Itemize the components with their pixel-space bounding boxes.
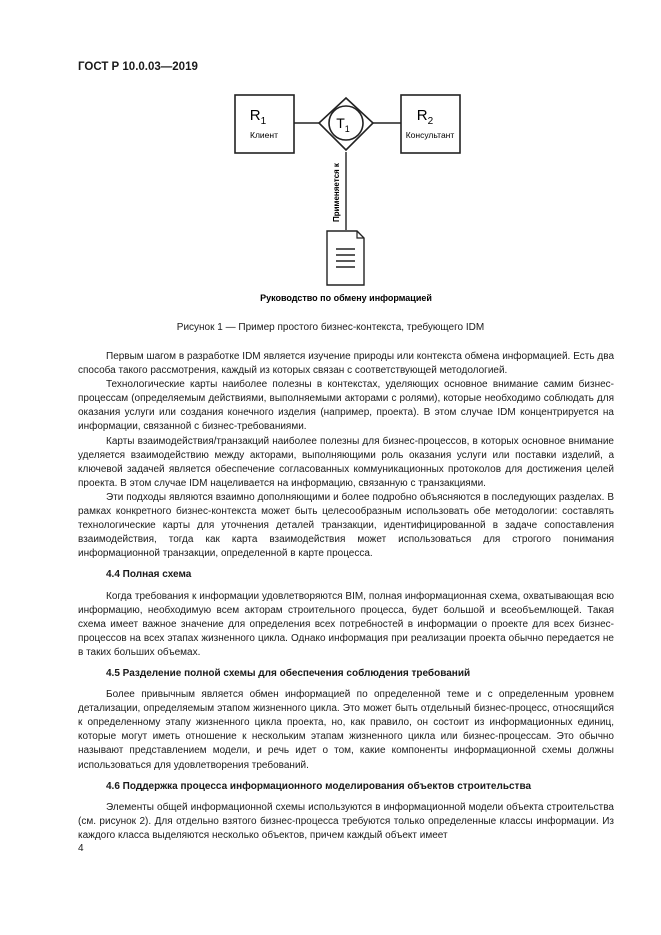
section-4-5-text: Более привычным является обмен информацией по определенной теме и с определенным уровнем детализации, определяемым этапом жизненного цикла. Это может быть отдельный бизнес-процесс, относящийся к определенному этапу жизненного цикла проекта, но, как правило, он состоит из информационных единиц, которые могут иметь отношение к нескольким этапам жизненного цикла или бизнес-процессам. Это обычно называют представлением модели, и речь идет о том, какие компоненты информационной схемы должны использоваться для удовлетворения требований. [78, 689, 614, 771]
figure-caption: Рисунок 1 — Пример простого бизнес-контекста, требующего IDM [176, 322, 485, 333]
section-4-4-title: 4.4 Полная схема [106, 569, 192, 581]
page-number: 4 [78, 843, 84, 854]
paragraph-2: Технологические карты наиболее полезны в контекстах, уделяющих основное внимание самим бизнес-процессам (определяемым действиями, выполняемыми акторами с ролями), которые необходимо соблюдать для оказания услуги или создания конечного изделия (например, проекта). В этом случае IDM концентрируется на информации, связанной с бизнес-требованиями. [78, 379, 614, 433]
r1-label: $R_1$ [249, 107, 267, 127]
business-context-figure [0, 0, 661, 320]
document-icon [327, 231, 364, 285]
section-4-6-text: Элементы общей информационной схемы используются в информационной модели объекта строительства (см. рисунок 2). Для отдельно взятого бизнес-процесса требуются только определенные классы информации. Из каждого класса выделяются несколько объектов, причем каждый объект имеет [78, 801, 614, 841]
transaction-circle [329, 106, 363, 140]
section-4-4-text: Когда требования к информации удовлетворяются BIM, полная информационная схема, охватывающая всю информацию, необходимую всем акторам строительного процесса, будет большой и всеобъемлющей. Такая схема имеет важное значение для определения всех потребностей в информации о проекте для всех бизнес-процессов на всех этапах жизненного цикла. Однако информация при реализации проекта обычно передается не в таких больших объемах. [78, 590, 614, 658]
section-4-6-title: 4.6 Поддержка процесса информационного моделирования объектов строительства [106, 780, 532, 792]
paragraph-1: Первым шагом в разработке IDM является изучение природы или контекста обмена информацией. Есть два способа такого рассмотрения, каждый из которых связан с соответствующей методологией. [78, 351, 614, 377]
paragraph-3: Карты взаимодействия/транзакций наиболее полезны для бизнес-процессов, в которых основное внимание уделяется взаимодействию между акторами, выполняющими роль оказания услуги или поставки изделий, а ключевой задачей является обеспечение согласованных коммуникационных протоколов для достижения целей проекта. В этом случае IDM нацеливается на информацию, связанную с транзакциями. [78, 435, 614, 489]
r2-label: $R_2$ [416, 107, 434, 127]
document-code: ГОСТ Р 10.0.03—2019 [78, 61, 198, 73]
document-label: Руководство по обмену информацией [260, 293, 432, 303]
r2-name: Консультант [405, 130, 455, 140]
applies-to-label: Применяется к [332, 163, 341, 222]
paragraph-4: Эти подходы являются взаимно дополняющими и более подробно объясняются в последующих разделах. В рамках конкретного бизнес-контекста может быть целесообразным использовать обе методологии: составлять технологические карты для уточнения деталей транзакции, идентифицированной в задаче сопоставления взаимодействия, тогда как карта взаимодействия может использоваться для строгого понимания информационной транзакции, определенной в карте процесса. [78, 491, 614, 560]
r1-name: Клиент [250, 130, 278, 140]
section-4-5-title: 4.5 Разделение полной схемы для обеспечения соблюдения требований [106, 667, 471, 679]
t1-label: $T_1$ [336, 115, 350, 134]
body-text [78, 350, 614, 843]
